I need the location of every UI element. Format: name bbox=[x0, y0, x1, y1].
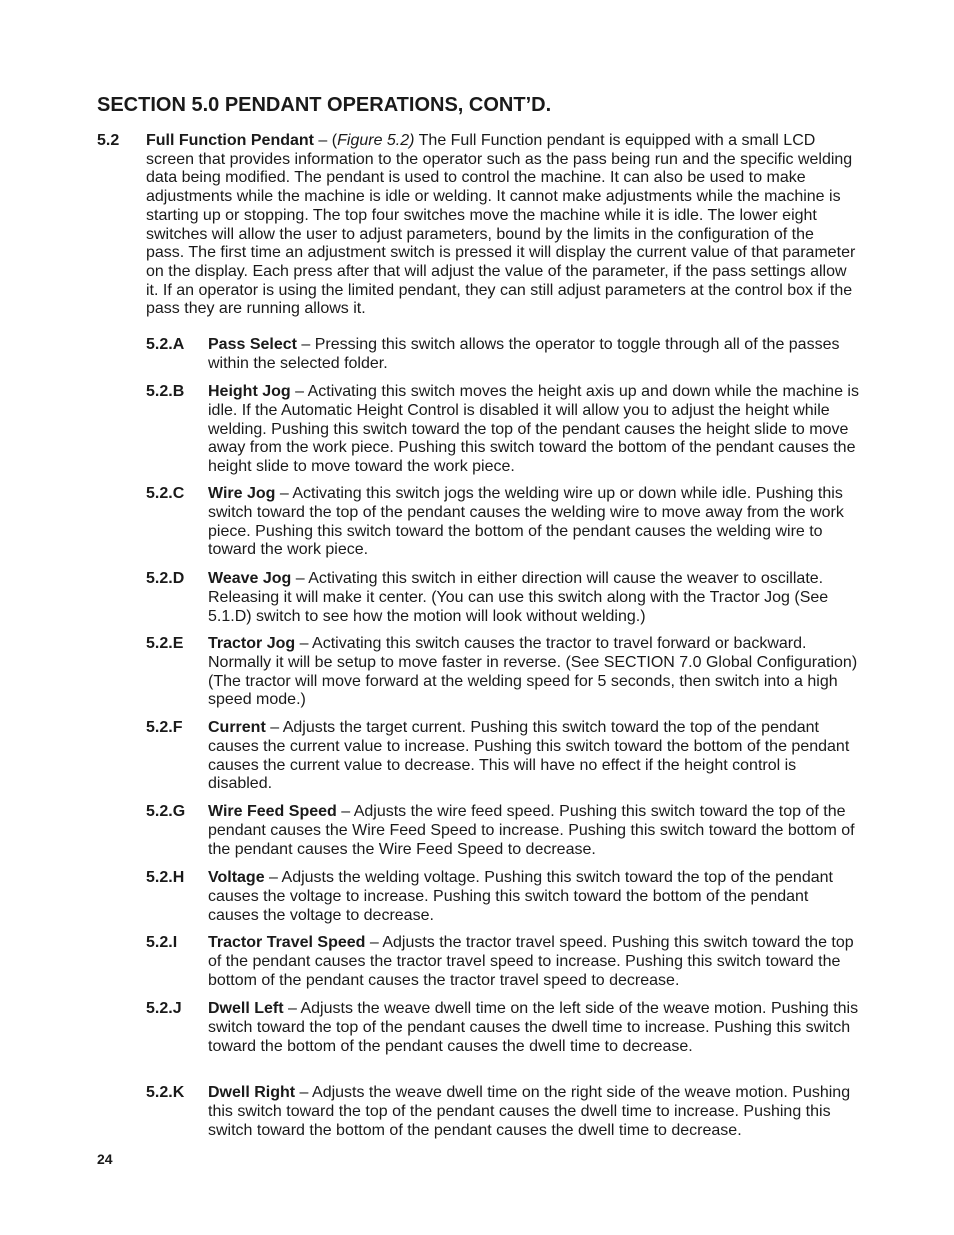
subsection-text: – Adjusts the target current. Pushing this switch toward the top of the pendant causes the current value to increase. Pushing this switch toward the bottom of the pendant causes the current value to decrease. This will have no effect if the height control is disabled. bbox=[208, 719, 850, 793]
subsection-5-2-d bbox=[146, 570, 861, 626]
subsection-number: 5.2.E bbox=[146, 635, 184, 652]
subsection-5-2-b bbox=[146, 383, 861, 477]
main-section-dash: – ( bbox=[313, 132, 338, 149]
subsection-body bbox=[208, 485, 861, 560]
section-title: SECTION 5.0 PENDANT OPERATIONS, CONT’D. bbox=[97, 94, 552, 116]
subsection-body bbox=[208, 934, 861, 990]
subsection-body bbox=[208, 570, 861, 626]
subsection-term: Weave Jog bbox=[208, 570, 292, 587]
subsection-number: 5.2.F bbox=[146, 719, 183, 736]
page-number: 24 bbox=[97, 1151, 113, 1167]
figure-reference: Figure 5.2) bbox=[337, 132, 415, 149]
subsection-term: Dwell Right bbox=[208, 1084, 296, 1101]
main-section-text: The Full Function pendant is equipped with a small LCD screen that provides information to the operator such as the pass being run and the specific welding data being modified. The pendant is used to control the machine. It can also be used to make adjustments while the machine is idle or welding. It cannot make adjustments while the machine is starting up or stopping. The top four switches move the machine while it is idle. The lower eight switches will allow the user to adjust parameters, bound by the limits in the configuration of the pass. The first time an adjustment switch is pressed it will display the current value of that parameter on the display. Each press after that will adjust the value of the parameter, if the pass settings allow it. If an operator is using the limited pendant, they can still adjust parameters at the control box if the pass they are running allows it. bbox=[146, 132, 856, 318]
subsection-term: Pass Select bbox=[208, 336, 297, 353]
subsection-text: – Adjusts the weave dwell time on the right side of the weave motion. Pushing this switch toward the top of the pendant causes the dwell time to increase. Pushing this switch toward the bottom of the pendant causes the dwell time to decrease. bbox=[208, 1084, 851, 1139]
subsection-text: – Adjusts the welding voltage. Pushing this switch toward the top of the pendant causes the voltage to increase. Pushing this switch toward the bottom of the pendant causes the voltage to decrease. bbox=[208, 869, 833, 924]
subsection-term: Current bbox=[208, 719, 266, 736]
subsection-body bbox=[208, 1084, 861, 1140]
subsection-term: Voltage bbox=[208, 869, 265, 886]
subsection-text: – Adjusts the wire feed speed. Pushing this switch toward the top of the pendant causes the Wire Feed Speed to increase. Pushing this switch toward the bottom of the pendant causes the Wire Feed Speed to decrease. bbox=[208, 803, 855, 858]
subsection-text: – Adjusts the weave dwell time on the left side of the weave motion. Pushing this switch toward the top of the pendant causes the dwell time to increase. Pushing this switch toward the bottom of the pendant causes the dwell time to decrease. bbox=[208, 1000, 859, 1055]
subsection-number: 5.2.A bbox=[146, 336, 185, 353]
subsection-5-2-h bbox=[146, 869, 861, 925]
subsection-text: – Activating this switch causes the tractor to travel forward or backward. Normally it will be setup to move faster in reverse. (See SECTION 7.0 Global Configuration) (The tractor will move forward at the welding speed for 5 seconds, then switch into a high speed mode.) bbox=[208, 635, 858, 709]
subsection-number: 5.2.J bbox=[146, 1000, 182, 1017]
subsection-text: – Adjusts the tractor travel speed. Pushing this switch toward the top of the pendant causes the tractor travel speed to increase. Pushing this switch toward the bottom of the pendant causes the tractor travel speed to decrease. bbox=[208, 934, 854, 989]
subsection-number: 5.2.D bbox=[146, 570, 185, 587]
subsection-5-2-e bbox=[146, 635, 861, 710]
subsection-body bbox=[208, 1000, 861, 1056]
subsection-number: 5.2.K bbox=[146, 1084, 185, 1101]
subsection-term: Wire Feed Speed bbox=[208, 803, 337, 820]
subsection-text: – Activating this switch moves the height axis up and down while the machine is idle. If the Automatic Height Control is disabled it will allow you to adjust the height while welding. Pushing this switch toward the top of the pendant causes the height slide to move away from the work piece. Pushing this switch toward the bottom of the pendant causes the height slide to move toward the work piece. bbox=[208, 383, 859, 476]
subsection-5-2-c bbox=[146, 485, 861, 560]
subsection-body bbox=[208, 635, 861, 710]
subsection-5-2-f bbox=[146, 719, 861, 794]
subsection-text: – Activating this switch in either direction will cause the weaver to oscillate. Releasing it will make it center. (You can use this switch along with the Tractor Jog (See 5.1.D) switch to see how the motion will look without welding.) bbox=[208, 570, 829, 625]
subsection-number: 5.2.H bbox=[146, 869, 185, 886]
subsection-term: Tractor Jog bbox=[208, 635, 296, 652]
subsection-number: 5.2.C bbox=[146, 485, 185, 502]
subsection-number: 5.2.G bbox=[146, 803, 186, 820]
main-section-term: Full Function Pendant bbox=[146, 132, 314, 149]
main-section-number: 5.2 bbox=[97, 132, 120, 149]
subsection-number: 5.2.B bbox=[146, 383, 185, 400]
subsection-5-2-i bbox=[146, 934, 861, 990]
subsection-term: Dwell Left bbox=[208, 1000, 284, 1017]
subsection-body bbox=[208, 383, 861, 477]
subsection-5-2-k bbox=[146, 1084, 861, 1140]
subsection-body bbox=[208, 719, 861, 794]
subsection-term: Tractor Travel Speed bbox=[208, 934, 366, 951]
subsection-5-2-g bbox=[146, 803, 861, 859]
subsection-body bbox=[208, 336, 861, 374]
subsection-5-2-a bbox=[146, 336, 861, 374]
subsection-term: Wire Jog bbox=[208, 485, 276, 502]
main-section-paragraph bbox=[146, 132, 856, 319]
subsection-text: – Pressing this switch allows the operator to toggle through all of the passes within the selected folder. bbox=[208, 336, 840, 372]
subsection-5-2-j bbox=[146, 1000, 861, 1056]
subsection-term: Height Jog bbox=[208, 383, 291, 400]
subsection-number: 5.2.I bbox=[146, 934, 178, 951]
subsection-body bbox=[208, 803, 861, 859]
subsection-body bbox=[208, 869, 861, 925]
subsection-text: – Activating this switch jogs the welding wire up or down while idle. Pushing this switch toward the top of the pendant causes the welding wire to move away from the work piece. Pushing this switch toward the bottom of the pendant causes the welding wire to toward the work piece. bbox=[208, 485, 844, 559]
